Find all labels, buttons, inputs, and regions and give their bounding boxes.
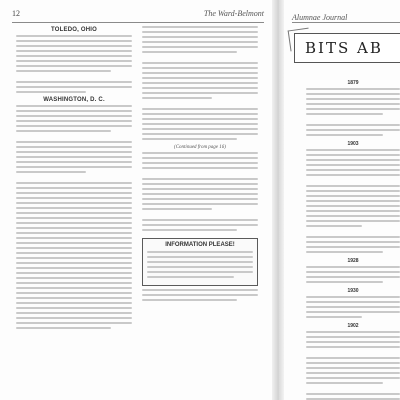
year-heading: 1928 xyxy=(347,258,359,264)
year-heading: 1879 xyxy=(347,80,359,86)
bits-entry xyxy=(306,296,400,321)
toledo-text xyxy=(16,35,132,96)
bits-banner-title: BITS AB xyxy=(305,39,383,57)
info-box xyxy=(142,238,258,286)
washington-text xyxy=(16,105,132,332)
left-column xyxy=(16,26,132,332)
year-heading: 1902 xyxy=(347,323,359,329)
info-box-text xyxy=(147,251,253,281)
bits-entry xyxy=(306,88,400,139)
washington-heading: WASHINGTON, D. C. xyxy=(43,97,105,103)
bits-entry xyxy=(306,266,400,286)
continued-label: (Continued from page 16) xyxy=(174,145,226,150)
year-heading: 1930 xyxy=(347,288,359,294)
bits-entry xyxy=(306,331,400,400)
page-fold xyxy=(272,0,284,400)
left-page-header xyxy=(12,7,264,19)
page-number: 12 xyxy=(12,8,20,18)
bits-entry xyxy=(306,149,400,256)
right-page xyxy=(284,0,400,400)
continued-text xyxy=(142,152,258,234)
right-running-title: Alumnae Journal xyxy=(292,13,348,22)
right-column-text xyxy=(142,26,258,143)
signature-lines xyxy=(142,289,258,304)
running-title: The Ward-Belmont xyxy=(203,8,264,18)
bits-column xyxy=(306,78,400,400)
right-page-header xyxy=(292,7,400,22)
toledo-heading: TOLEDO, OHIO xyxy=(51,27,97,33)
header-rule xyxy=(12,22,264,23)
right-header-rule xyxy=(292,22,400,23)
bits-banner xyxy=(294,33,400,63)
info-box-title: INFORMATION PLEASE! xyxy=(165,242,235,248)
scroll-ornament-icon xyxy=(288,28,312,52)
right-column xyxy=(142,26,258,304)
year-heading: 1903 xyxy=(347,141,359,147)
